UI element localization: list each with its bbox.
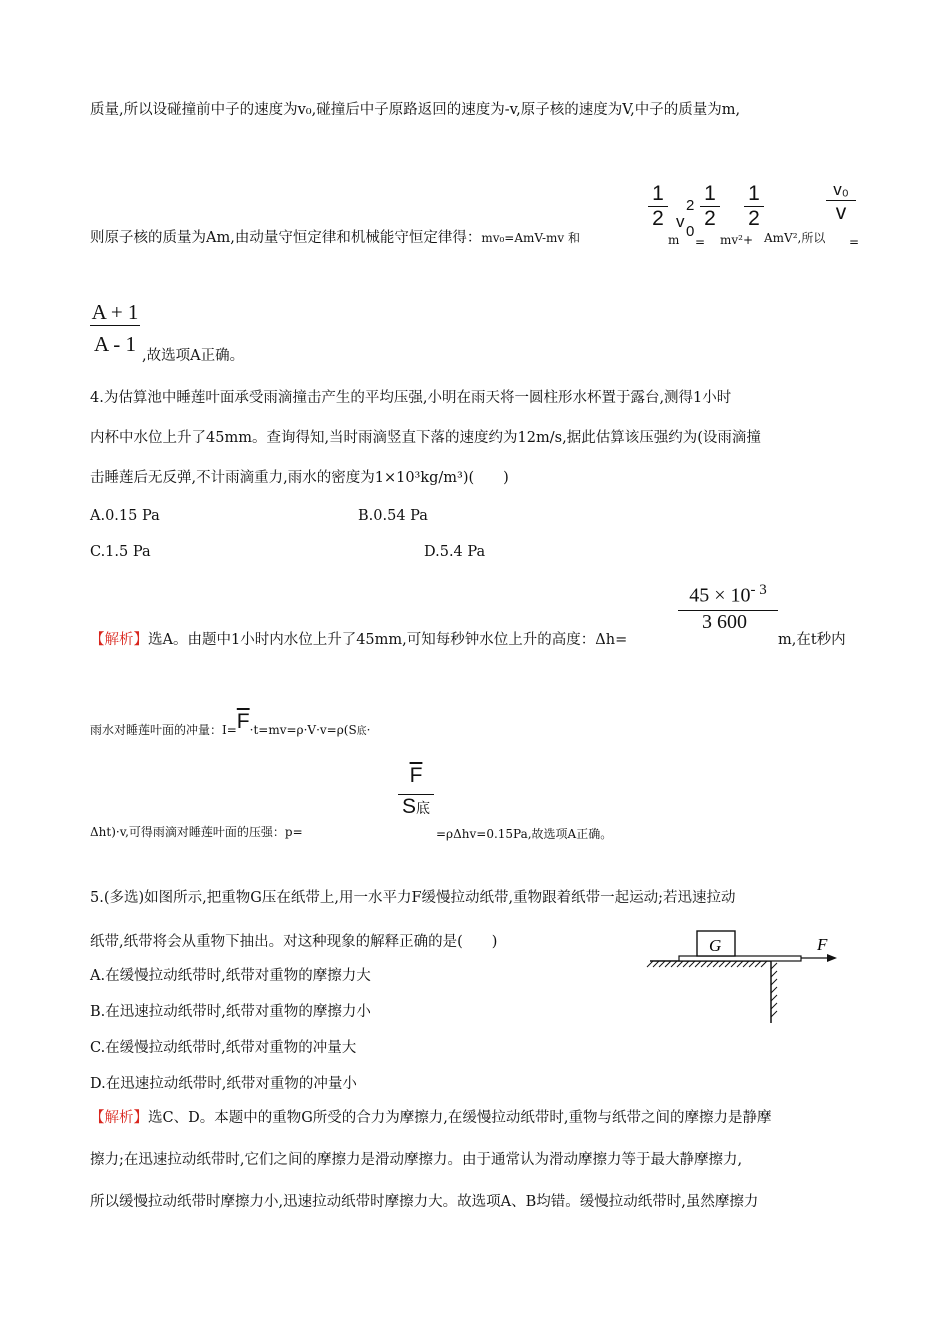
math-sub: 0: [686, 223, 695, 240]
question-5-line: 纸带,纸带将会从重物下抽出。对这种现象的解释正确的是( ): [90, 934, 498, 950]
option-a: A.在缓慢拉动纸带时,纸带对重物的摩擦力大: [90, 968, 371, 984]
option-a: A.0.15 Pa: [90, 508, 160, 524]
text-span: ·: [366, 723, 371, 737]
fraction-numerator: A + 1: [91, 300, 139, 324]
math-equals: =: [849, 235, 860, 249]
question-4-line: 击睡莲后无反弹,不计雨滴重力,雨水的密度为1×10³kg/m³)( ): [90, 470, 509, 486]
question-5-line: 5.(多选)如图所示,把重物G压在纸带上,用一水平力F缓慢拉动纸带,重物跟着纸带一起运动;若迅速拉动: [90, 890, 736, 906]
fraction-denominator: 2: [744, 206, 764, 231]
text-line: 质量,所以设碰撞前中子的速度为v₀,碰撞后中子原路返回的速度为-v,原子核的速度为V,中子的质量为m,: [90, 102, 741, 118]
fraction-numerator: v₀: [833, 180, 849, 199]
math-term: mv²+: [720, 233, 754, 247]
fraction-half: [648, 182, 668, 231]
fraction-delta-h: [678, 582, 778, 634]
fraction-numerator: 1: [652, 182, 664, 205]
fraction-denominator: 2: [648, 206, 668, 231]
text-span: 则原子核的质量为Am,由动量守恒定律和机械能守恒定律得：: [90, 230, 482, 246]
text-span: m,在t秒内: [778, 632, 846, 648]
text-span: 选A。由题中1小时内水位上升了45mm,可知每秒钟水位上升的高度：Δh=: [148, 632, 628, 648]
analysis-tag: 【解析】: [90, 632, 148, 648]
fraction-numerator: 1: [748, 182, 760, 205]
exponent: - 3: [750, 582, 767, 598]
option-d: D.在迅速拉动纸带时,纸带对重物的冲量小: [90, 1076, 357, 1092]
option-c: C.在缓慢拉动纸带时,纸带对重物的冲量大: [90, 1040, 357, 1056]
analysis-4-line: [90, 822, 303, 842]
option-c: C.1.5 Pa: [90, 544, 151, 560]
paper-strip: [679, 956, 801, 961]
fraction-ratio: [826, 180, 856, 225]
fraction-denominator: 2: [700, 206, 720, 231]
analysis-5-line: 擦力;在迅速拉动纸带时,它们之间的摩擦力是滑动摩擦力。由于通常认为滑动摩擦力等于最大静摩擦力,: [90, 1152, 743, 1168]
option-d: D.5.4 Pa: [424, 544, 486, 560]
fraction-denominator: S: [401, 795, 416, 818]
analysis-4-line: [90, 630, 627, 650]
question-4-line: 4.为估算池中睡莲叶面承受雨滴撞击产生的平均压强,小明在雨天将一圆柱形水杯置于露台,测得1小时: [90, 390, 732, 406]
analysis-5-line: [90, 1108, 772, 1128]
math-equals: =: [695, 235, 706, 249]
text-line: [90, 228, 580, 248]
text-span: =ρΔhv=0.15Pa,故选项A正确。: [436, 827, 613, 841]
fraction-half: [744, 182, 764, 231]
question-4-line: 内杯中水位上升了45mm。查询得知,当时雨滴竖直下落的速度约为12m/s,据此估算该压强约为(设雨滴撞: [90, 430, 761, 446]
subscript: 底: [416, 800, 430, 816]
fraction-denominator: A - 1: [90, 325, 140, 357]
fraction-half: [700, 182, 720, 231]
option-b: B.在迅速拉动纸带时,纸带对重物的摩擦力小: [90, 1004, 371, 1020]
equation-momentum: mv₀=AmV-mv 和: [481, 231, 580, 245]
text-span: 雨水对睡莲叶面的冲量：I=: [90, 723, 237, 737]
fraction-numerator: 45 × 10: [689, 584, 751, 607]
subscript: 底: [356, 726, 367, 737]
fraction-answer: [90, 300, 140, 357]
fraction-pressure: [398, 764, 434, 819]
friction-diagram: [645, 925, 845, 1025]
analysis-4-line: [90, 710, 371, 742]
math-term: AmV²,所以: [764, 231, 826, 245]
math-m: m: [668, 233, 680, 247]
fraction-denominator: v: [826, 200, 856, 225]
analysis-5-line: 所以缓慢拉动纸带时摩擦力小,迅速拉动纸带时摩擦力大。故选项A、B均错。缓慢拉动纸带时,虽然摩擦力: [90, 1194, 759, 1210]
analysis-tag: 【解析】: [90, 1110, 148, 1126]
text-span: 选C、D。本题中的重物G所受的合力为摩擦力,在缓慢拉动纸带时,重物与纸带之间的摩擦力是静摩: [148, 1110, 772, 1126]
text-span: [764, 228, 825, 248]
math-v: v: [676, 212, 685, 231]
text-span: ·t=mv=ρ·V·v=ρ(S: [249, 723, 357, 737]
fraction-denominator: 3 600: [678, 610, 778, 634]
text-span: Δht)·v,可得雨滴对睡莲叶面的压强：p=: [90, 825, 303, 839]
math-sq: 2: [686, 197, 695, 214]
text-line: ,故选项A正确。: [142, 348, 245, 364]
label-g: G: [709, 936, 722, 955]
math-f-bar: $\overline{F}$: [236, 710, 250, 733]
label-f: F: [817, 935, 828, 954]
fraction-numerator: $\overline{F}$: [409, 764, 423, 787]
option-b: B.0.54 Pa: [358, 508, 428, 524]
fraction-numerator: 1: [704, 182, 716, 205]
